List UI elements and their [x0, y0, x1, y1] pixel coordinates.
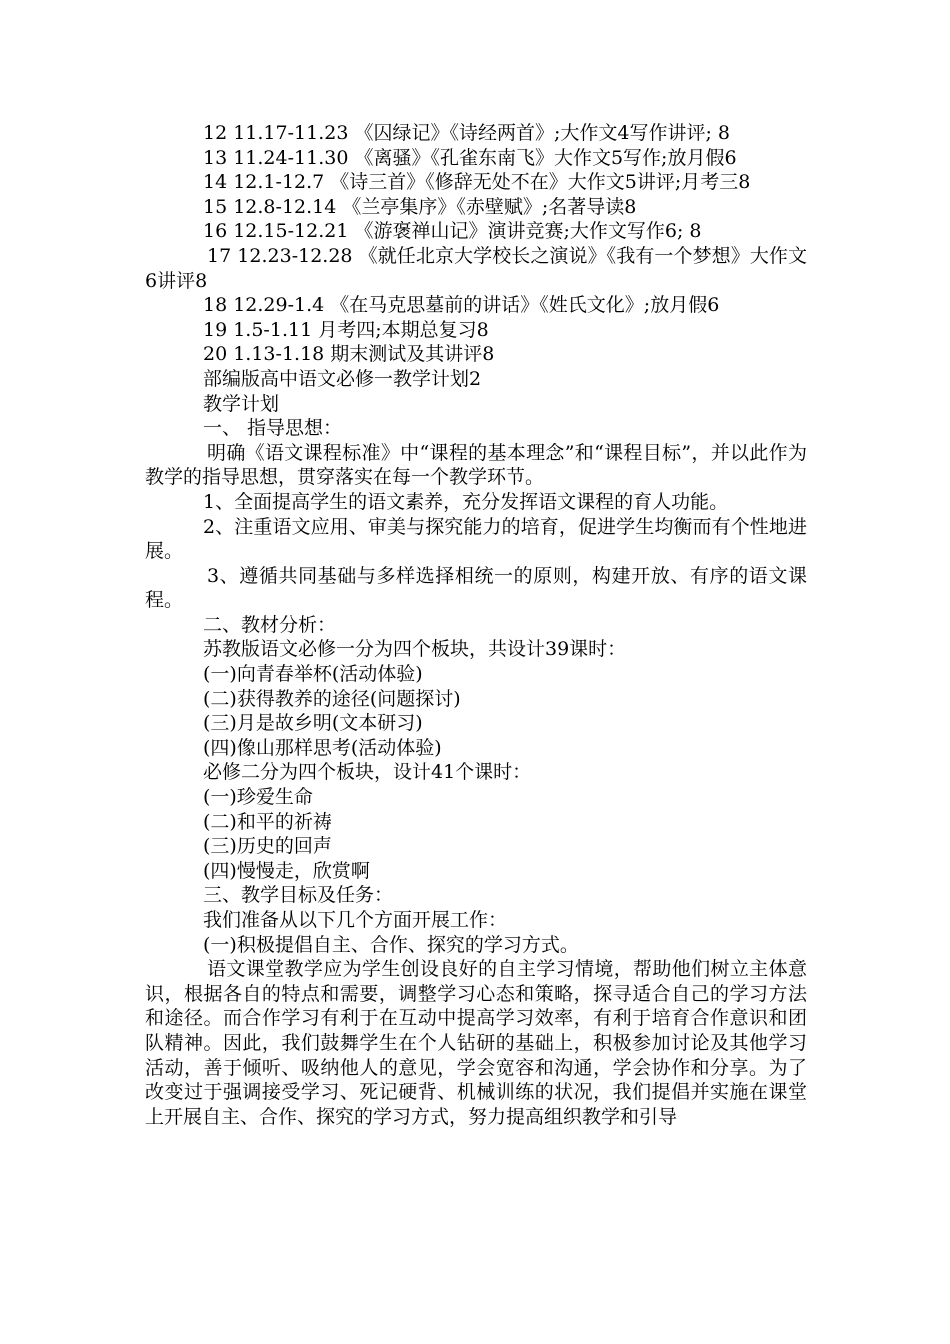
schedule-row-15: 15 12.8-12.14 《兰亭集序》《赤壁赋》;名著导读8	[203, 195, 637, 218]
schedule-row-16: 16 12.15-12.21 《游褒禅山记》演讲竞赛;大作文写作6; 8	[203, 220, 702, 243]
schedule-row-12: 12 11.17-11.23 《囚绿记》《诗经两首》;大作文4写作讲评; 8	[203, 122, 730, 144]
schedule-row-18: 18 12.29-1.4 《在马克思墓前的讲话》《姓氏文化》;放月假6	[203, 294, 720, 317]
section2-heading: 二、教材分析：	[203, 613, 337, 636]
section1-paragraph: 明确《语文课程标准》中“课程的基本理念”和“课程目标”，并以此作为教学的指导思想，贯穿落实在每一个教学环节。	[145, 441, 807, 489]
section3-paragraph: 语文课堂教学应为学生创设良好的自主学习情境，帮助他们树立主体意识，根据各自的特点和需要，调整学习心态和策略，探寻适合自己的学习方法和途径。而合作学习有利于在互动中提高学习效率，有利于培育合作意识和团队精神。因此，我们鼓舞学生在个人钻研的基础上，积极参加讨论及其他学习活动，善于倾听、吸纳他人的意见，学会宽容和沟通，学会协作和分享。为了改变过于强调接受学习、死记硬背、机械训练的状况，我们提倡并实施在课堂上开展自主、合作、探究的学习方式，努力提高组织教学和引导	[145, 958, 807, 1128]
section3-intro: 我们准备从以下几个方面开展工作：	[203, 909, 508, 931]
section1-point-2: 2、注重语文应用、审美与探究能力的培育，促进学生均衡而有个性地进展。	[145, 515, 807, 563]
section1-point-1: 1、全面提高学生的语文素养，充分发挥语文课程的育人功能。	[203, 490, 729, 513]
schedule-row-14: 14 12.1-12.7 《诗三首》《修辞无处不在》大作文5讲评;月考三8	[203, 171, 751, 194]
book2-module-3: (三)历史的回声	[203, 835, 332, 858]
book2-intro: 必修二分为四个板块，设计41个课时：	[203, 761, 532, 784]
schedule-row-20: 20 1.13-1.18 期末测试及其讲评8	[203, 343, 495, 366]
schedule-row-17: 17 12.23-12.28 《就任北京大学校长之演说》《我有一个梦想》大作文6讲评8	[145, 244, 807, 292]
section3-heading: 三、教学目标及任务：	[203, 884, 394, 907]
book2-module-2: (二)和平的祈祷	[203, 810, 332, 833]
book1-intro: 苏教版语文必修一分为四个板块，共设计39课时：	[203, 638, 627, 661]
book2-module-1: (一)珍爱生命	[203, 786, 313, 809]
document-page	[145, 121, 807, 1129]
book2-module-4: (四)慢慢走，欣赏啊	[203, 859, 370, 882]
schedule-row-19: 19 1.5-1.11 月考四;本期总复习8	[203, 318, 489, 341]
section3-item-1: (一)积极提倡自主、合作、探究的学习方式。	[203, 933, 579, 956]
book1-module-1: (一)向青春举杯(活动体验)	[203, 663, 423, 686]
book1-module-3: (三)月是故乡明(文本研习)	[203, 712, 423, 735]
book1-module-4: (四)像山那样思考(活动体验)	[203, 736, 442, 759]
document-title: 部编版高中语文必修一教学计划2	[203, 367, 482, 390]
section1-point-3: 3、遵循共同基础与多样选择相统一的原则，构建开放、有序的语文课程。	[145, 564, 807, 612]
section1-heading: 一、 指导思想：	[203, 417, 343, 440]
book1-module-2: (二)获得教养的途径(问题探讨)	[203, 687, 461, 710]
document-subtitle: 教学计划	[203, 392, 280, 415]
schedule-row-13: 13 11.24-11.30 《离骚》《孔雀东南飞》大作文5写作;放月假6	[203, 146, 737, 169]
